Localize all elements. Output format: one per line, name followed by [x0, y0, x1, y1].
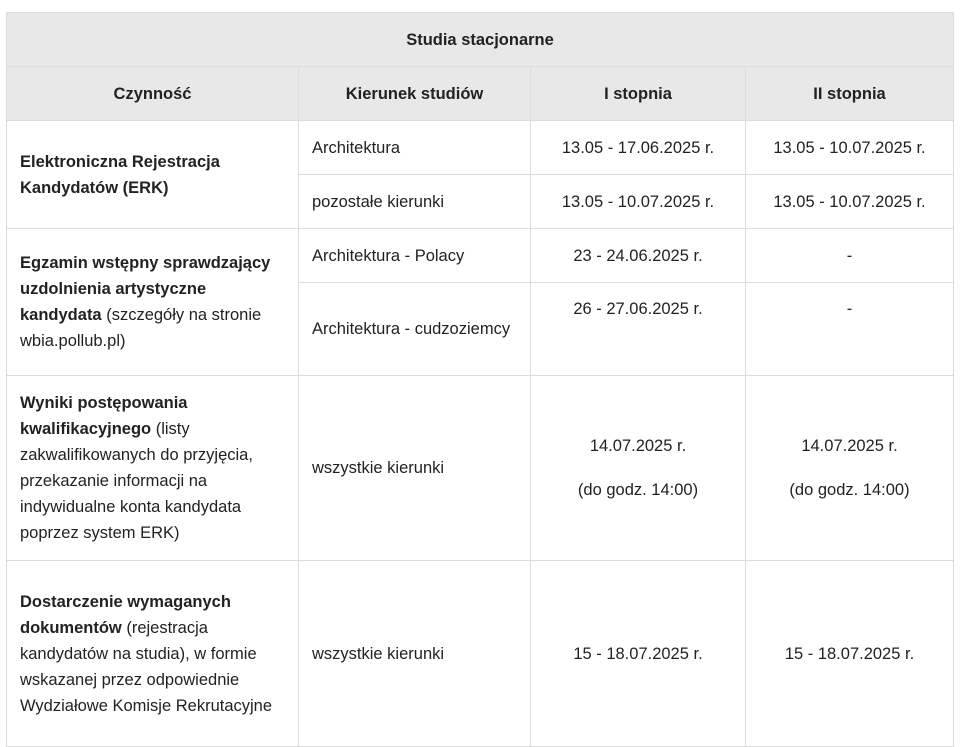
second-degree-date-cell [746, 376, 954, 561]
activity-erk-title: Elektroniczna Rejestracja Kandydatów (ERK) [20, 152, 220, 197]
header-activity: Czynność [7, 67, 299, 121]
second-degree-date: - [746, 229, 954, 283]
table-row [7, 561, 954, 747]
second-degree-date: - [746, 283, 954, 376]
header-first-degree: I stopnia [531, 67, 746, 121]
first-degree-date-cell [531, 376, 746, 561]
table-row [7, 376, 954, 561]
activity-cell-exam [7, 229, 299, 376]
direction-cell: Architektura - cudzoziemcy [299, 283, 531, 376]
activity-cell-erk [7, 121, 299, 229]
first-degree-date: 13.05 - 17.06.2025 r. [531, 121, 746, 175]
activity-results-details: (listy zakwalifikowanych do przyjęcia, przekazanie informacji na indywidualne konta kandydata poprzez system ERK) [20, 420, 253, 542]
second-degree-time-note: (do godz. 14:00) [789, 481, 910, 499]
activity-exam-details: (szczegóły na stronie wbia.pollub.pl) [20, 306, 262, 350]
table-title-row [7, 13, 954, 67]
second-degree-date: 13.05 - 10.07.2025 r. [746, 175, 954, 229]
direction-cell: Architektura [299, 121, 531, 175]
activity-results-title: Wyniki postępowania kwalifikacyjnego [20, 394, 188, 438]
second-degree-date: 13.05 - 10.07.2025 r. [746, 121, 954, 175]
activity-cell-results [7, 376, 299, 561]
direction-cell: pozostałe kierunki [299, 175, 531, 229]
table-title: Studia stacjonarne [7, 13, 954, 67]
activity-docs-details: (rejestracja kandydatów na studia), w formie wskazanej przez odpowiednie Wydziałowe Komisje Rekrutacyjne [20, 618, 273, 715]
second-degree-date: 15 - 18.07.2025 r. [746, 561, 954, 747]
first-degree-date: 23 - 24.06.2025 r. [531, 229, 746, 283]
table-row [7, 121, 954, 175]
direction-cell: wszystkie kierunki [299, 376, 531, 561]
table-row [7, 229, 954, 283]
direction-cell: wszystkie kierunki [299, 561, 531, 747]
recruitment-schedule-table [6, 12, 954, 747]
header-direction: Kierunek studiów [299, 67, 531, 121]
first-degree-time-note: (do godz. 14:00) [577, 481, 699, 499]
activity-exam-title: Egzamin wstępny sprawdzający uzdolnienia artystyczne kandydata [20, 254, 271, 324]
first-degree-date: 13.05 - 10.07.2025 r. [531, 175, 746, 229]
activity-cell-docs [7, 561, 299, 747]
activity-docs-title: Dostarczenie wymaganych dokumentów [20, 592, 231, 637]
direction-cell: Architektura - Polacy [299, 229, 531, 283]
second-degree-date: 14.07.2025 r. [801, 437, 898, 455]
first-degree-date: 15 - 18.07.2025 r. [531, 561, 746, 747]
table-header-row [7, 67, 954, 121]
first-degree-date: 14.07.2025 r. [589, 437, 687, 455]
header-second-degree: II stopnia [746, 67, 954, 121]
first-degree-date: 26 - 27.06.2025 r. [531, 283, 746, 376]
